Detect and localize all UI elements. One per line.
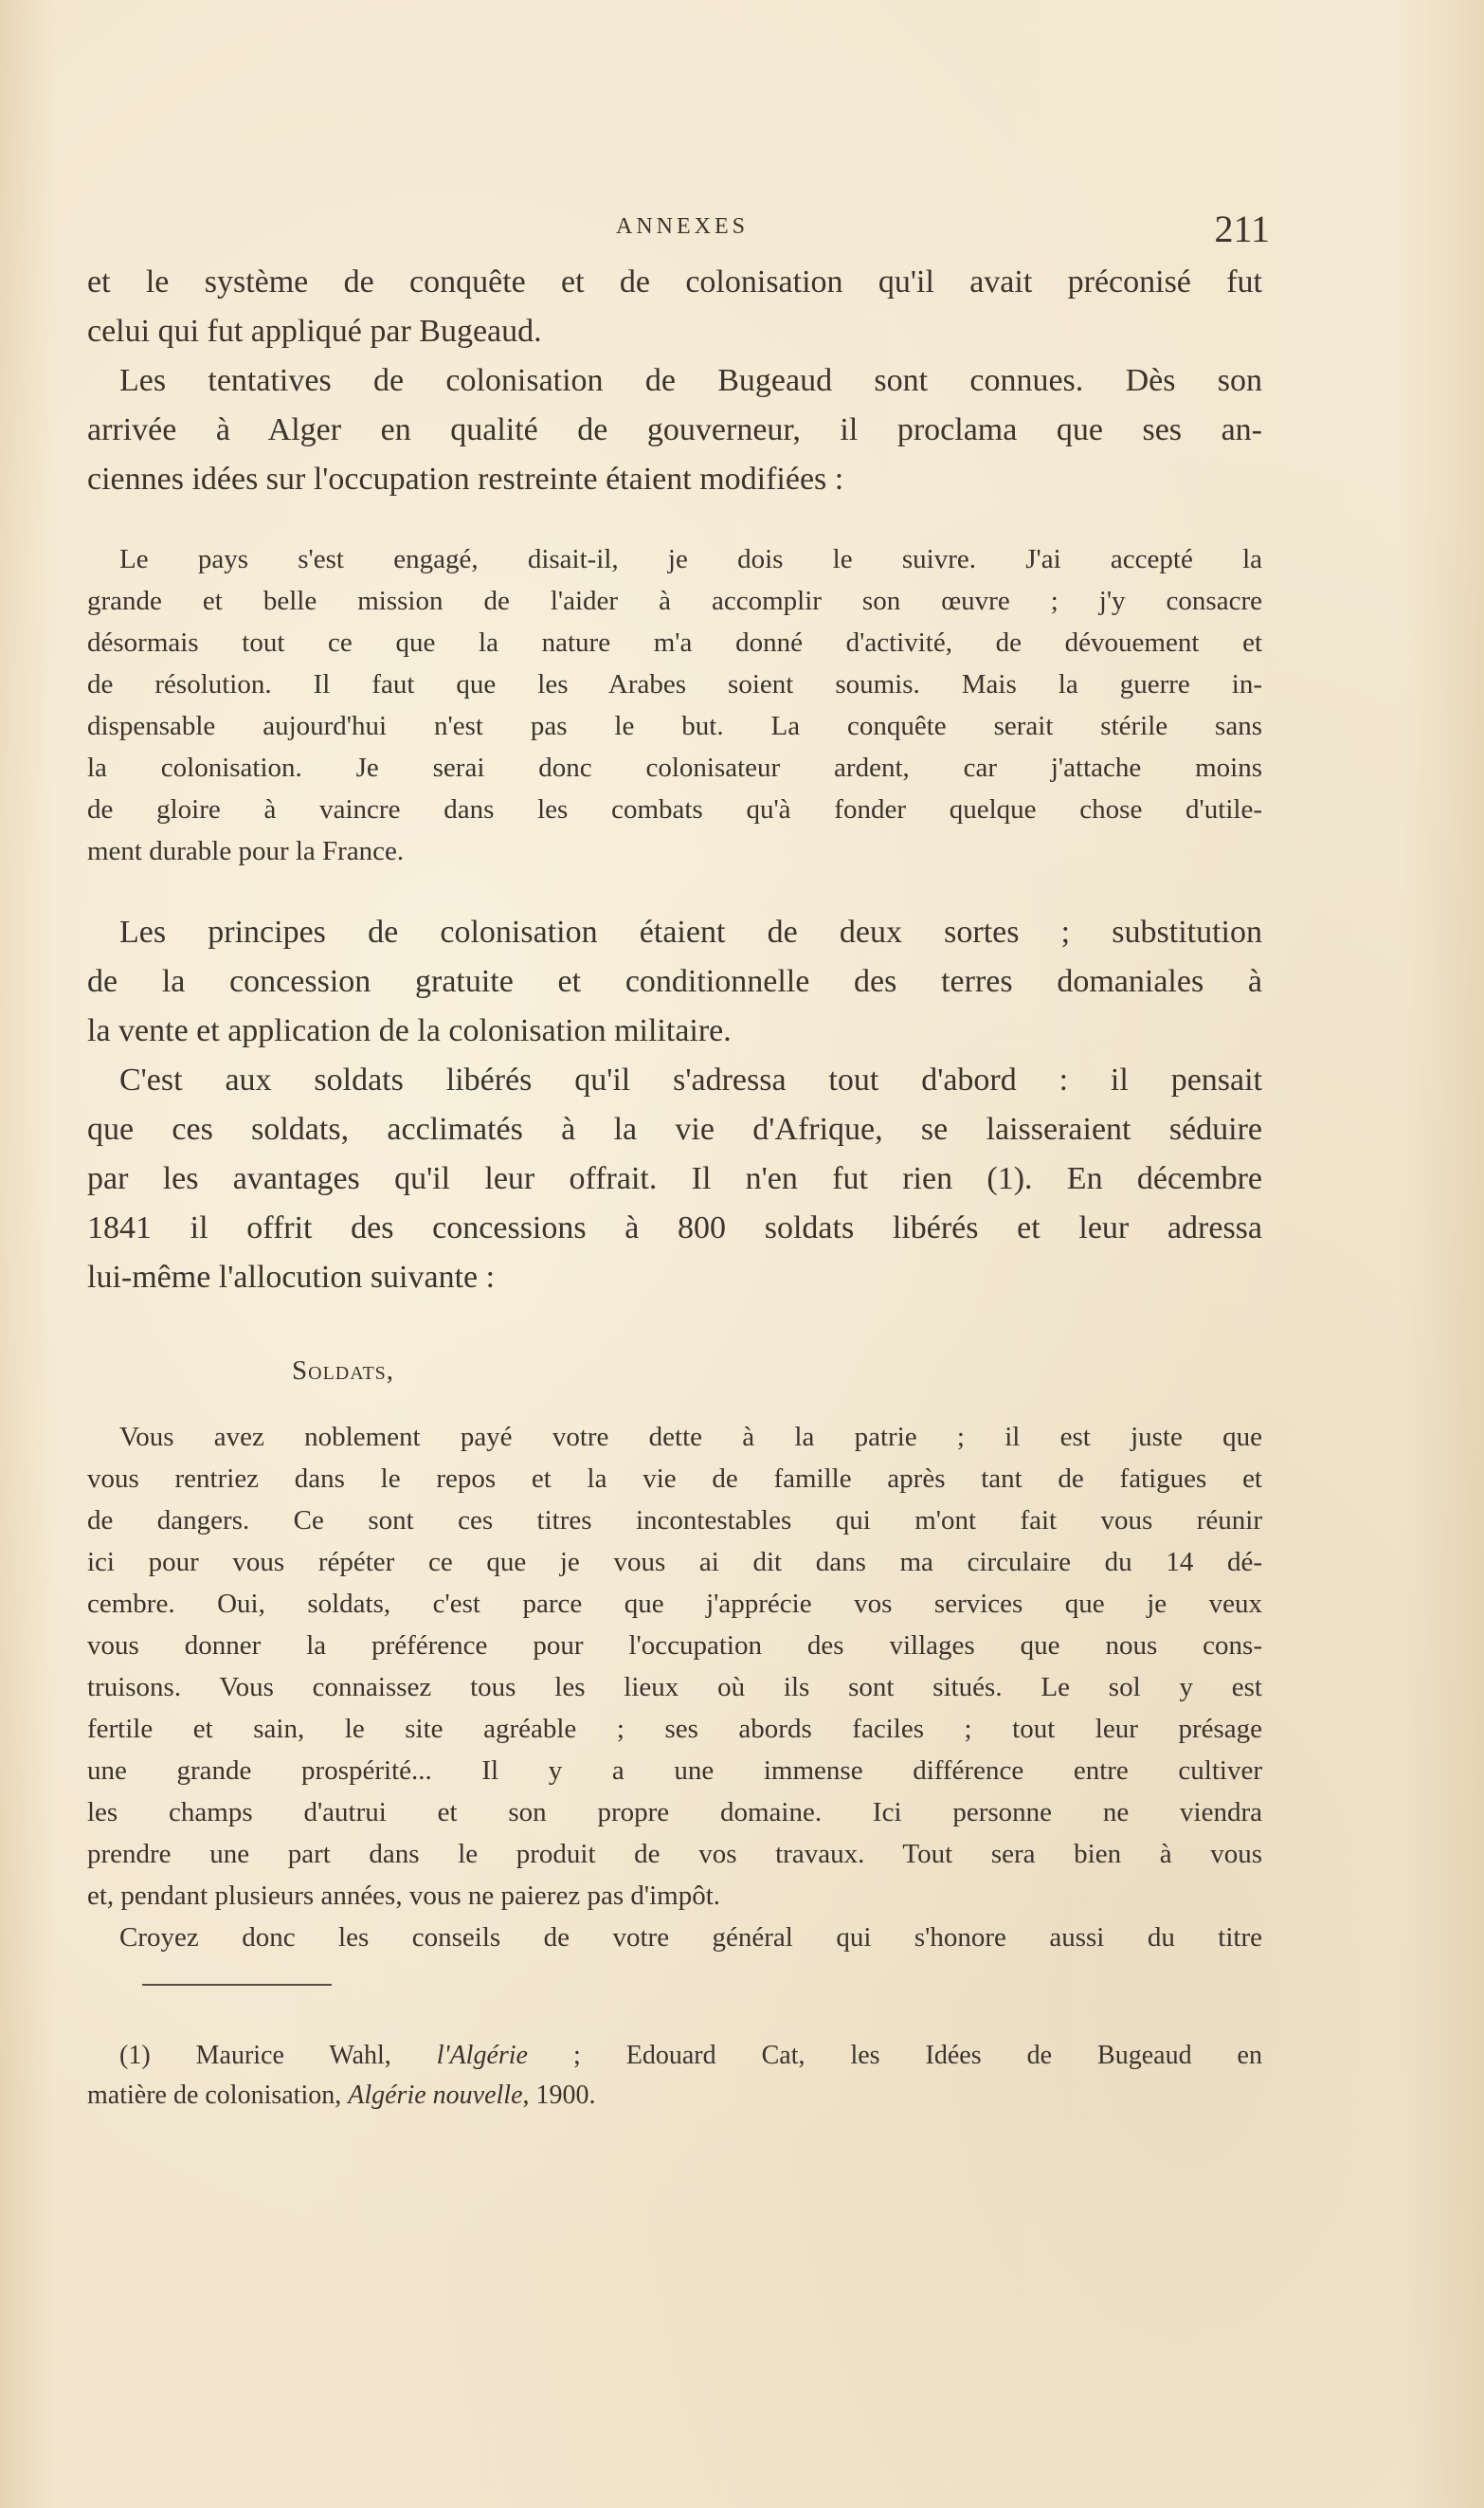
footnote-text: matière de colonisation, [87, 2081, 349, 2110]
quote-line: désormais tout ce que la nature m'a donné d'activité, de dévouement et [87, 627, 1262, 658]
quote-line: dispensable aujourd'hui n'est pas le but. La conquête serait stérile sans [87, 711, 1262, 741]
paragraph-bugeaud-attempts [87, 356, 1262, 504]
quote-line: de résolution. Il faut que les Arabes soient soumis. Mais la guerre in- [87, 669, 1262, 700]
quote-line: de dangers. Ce sont ces titres incontestables qui m'ont fait vous réunir [87, 1505, 1262, 1536]
text-line: 1841 il offrit des concessions à 800 soldats libérés et leur adressa [87, 1210, 1262, 1245]
quote-line: truisons. Vous connaissez tous les lieux où ils sont situés. Le sol y est [87, 1672, 1262, 1702]
footnote [87, 2036, 1262, 2116]
quote-line: de gloire à vaincre dans les combats qu'à fonder quelque chose d'utile- [87, 794, 1262, 825]
text-line: lui-même l'allocution suivante : [87, 1260, 496, 1295]
text-line: de la concession gratuite et conditionnelle des terres domaniales à [87, 964, 1262, 999]
quote-line: Le pays s'est engagé, disait-il, je dois le suivre. J'ai accepté la [119, 544, 1262, 574]
text-line: C'est aux soldats libérés qu'il s'adressa tout d'abord : il pensait [119, 1063, 1262, 1098]
quote-line: et, pendant plusieurs années, vous ne paierez pas d'impôt. [87, 1881, 721, 1911]
text-line: et le système de conquête et de colonisation qu'il avait préconisé fut [87, 264, 1262, 300]
paragraph-continuation [87, 258, 1262, 356]
speech-salutation: Soldats, [292, 1355, 395, 1386]
quote-bugeaud-speech [87, 538, 1262, 872]
quote-soldiers-speech [87, 1416, 1262, 1958]
quote-line: ici pour vous répéter ce que je vous ai dit dans ma circulaire du 14 dé- [87, 1547, 1262, 1577]
running-head [95, 207, 1270, 254]
quote-line: ment durable pour la France. [87, 836, 405, 866]
text-line: que ces soldats, acclimatés à la vie d'Afrique, se laisseraient séduire [87, 1112, 1262, 1147]
text-line: celui qui fut appliqué par Bugeaud. [87, 314, 542, 349]
quote-line: Croyez donc les conseils de votre général qui s'honore aussi du titre [119, 1922, 1262, 1953]
footnote-title-italic: Algérie nouvelle [348, 2081, 523, 2110]
running-title: ANNEXES [616, 214, 749, 239]
footnote-text: , 1900. [522, 2081, 596, 2110]
quote-line: prendre une part dans le produit de vos travaux. Tout sera bien à vous [87, 1839, 1262, 1869]
quote-line: grande et belle mission de l'aider à accomplir son œuvre ; j'y consacre [87, 586, 1262, 616]
footnote-text: (1) Maurice Wahl, [119, 2041, 437, 2070]
text-line: arrivée à Alger en qualité de gouverneur, il proclama que ses an- [87, 412, 1262, 447]
paragraph-soldiers [87, 1056, 1262, 1302]
quote-line: fertile et sain, le site agréable ; ses abords faciles ; tout leur présage [87, 1714, 1262, 1744]
text-line: par les avantages qu'il leur offrait. Il n'en fut rien (1). En décembre [87, 1161, 1262, 1196]
footnote-rule [142, 1984, 332, 1986]
text-line: ciennes idées sur l'occupation restreinte étaient modifiées : [87, 462, 844, 497]
quote-line: une grande prospérité... Il y a une immense différence entre cultiver [87, 1755, 1262, 1786]
quote-line: cembre. Oui, soldats, c'est parce que j'apprécie vos services que je veux [87, 1589, 1262, 1619]
footnote-line [87, 2036, 1262, 2076]
quote-line: Vous avez noblement payé votre dette à la patrie ; il est juste que [119, 1422, 1262, 1452]
page-number: 211 [1214, 208, 1270, 250]
footnote-text: ; Edouard Cat, les Idées de Bugeaud en [527, 2041, 1262, 2070]
quote-line: les champs d'autrui et son propre domaine. Ici personne ne viendra [87, 1797, 1262, 1827]
text-line: Les tentatives de colonisation de Bugeaud sont connues. Dès son [119, 363, 1262, 398]
paragraph-principles [87, 908, 1262, 1056]
quote-line: vous donner la préférence pour l'occupation des villages que nous cons- [87, 1630, 1262, 1661]
text-line: Les principes de colonisation étaient de deux sortes ; substitution [119, 915, 1262, 950]
text-line: la vente et application de la colonisation militaire. [87, 1013, 732, 1048]
footnote-line [87, 2076, 1262, 2116]
footnote-title-italic: l'Algérie [436, 2041, 528, 2070]
quote-line: vous rentriez dans le repos et la vie de famille après tant de fatigues et [87, 1463, 1262, 1494]
quote-line: la colonisation. Je serai donc colonisateur ardent, car j'attache moins [87, 753, 1262, 783]
